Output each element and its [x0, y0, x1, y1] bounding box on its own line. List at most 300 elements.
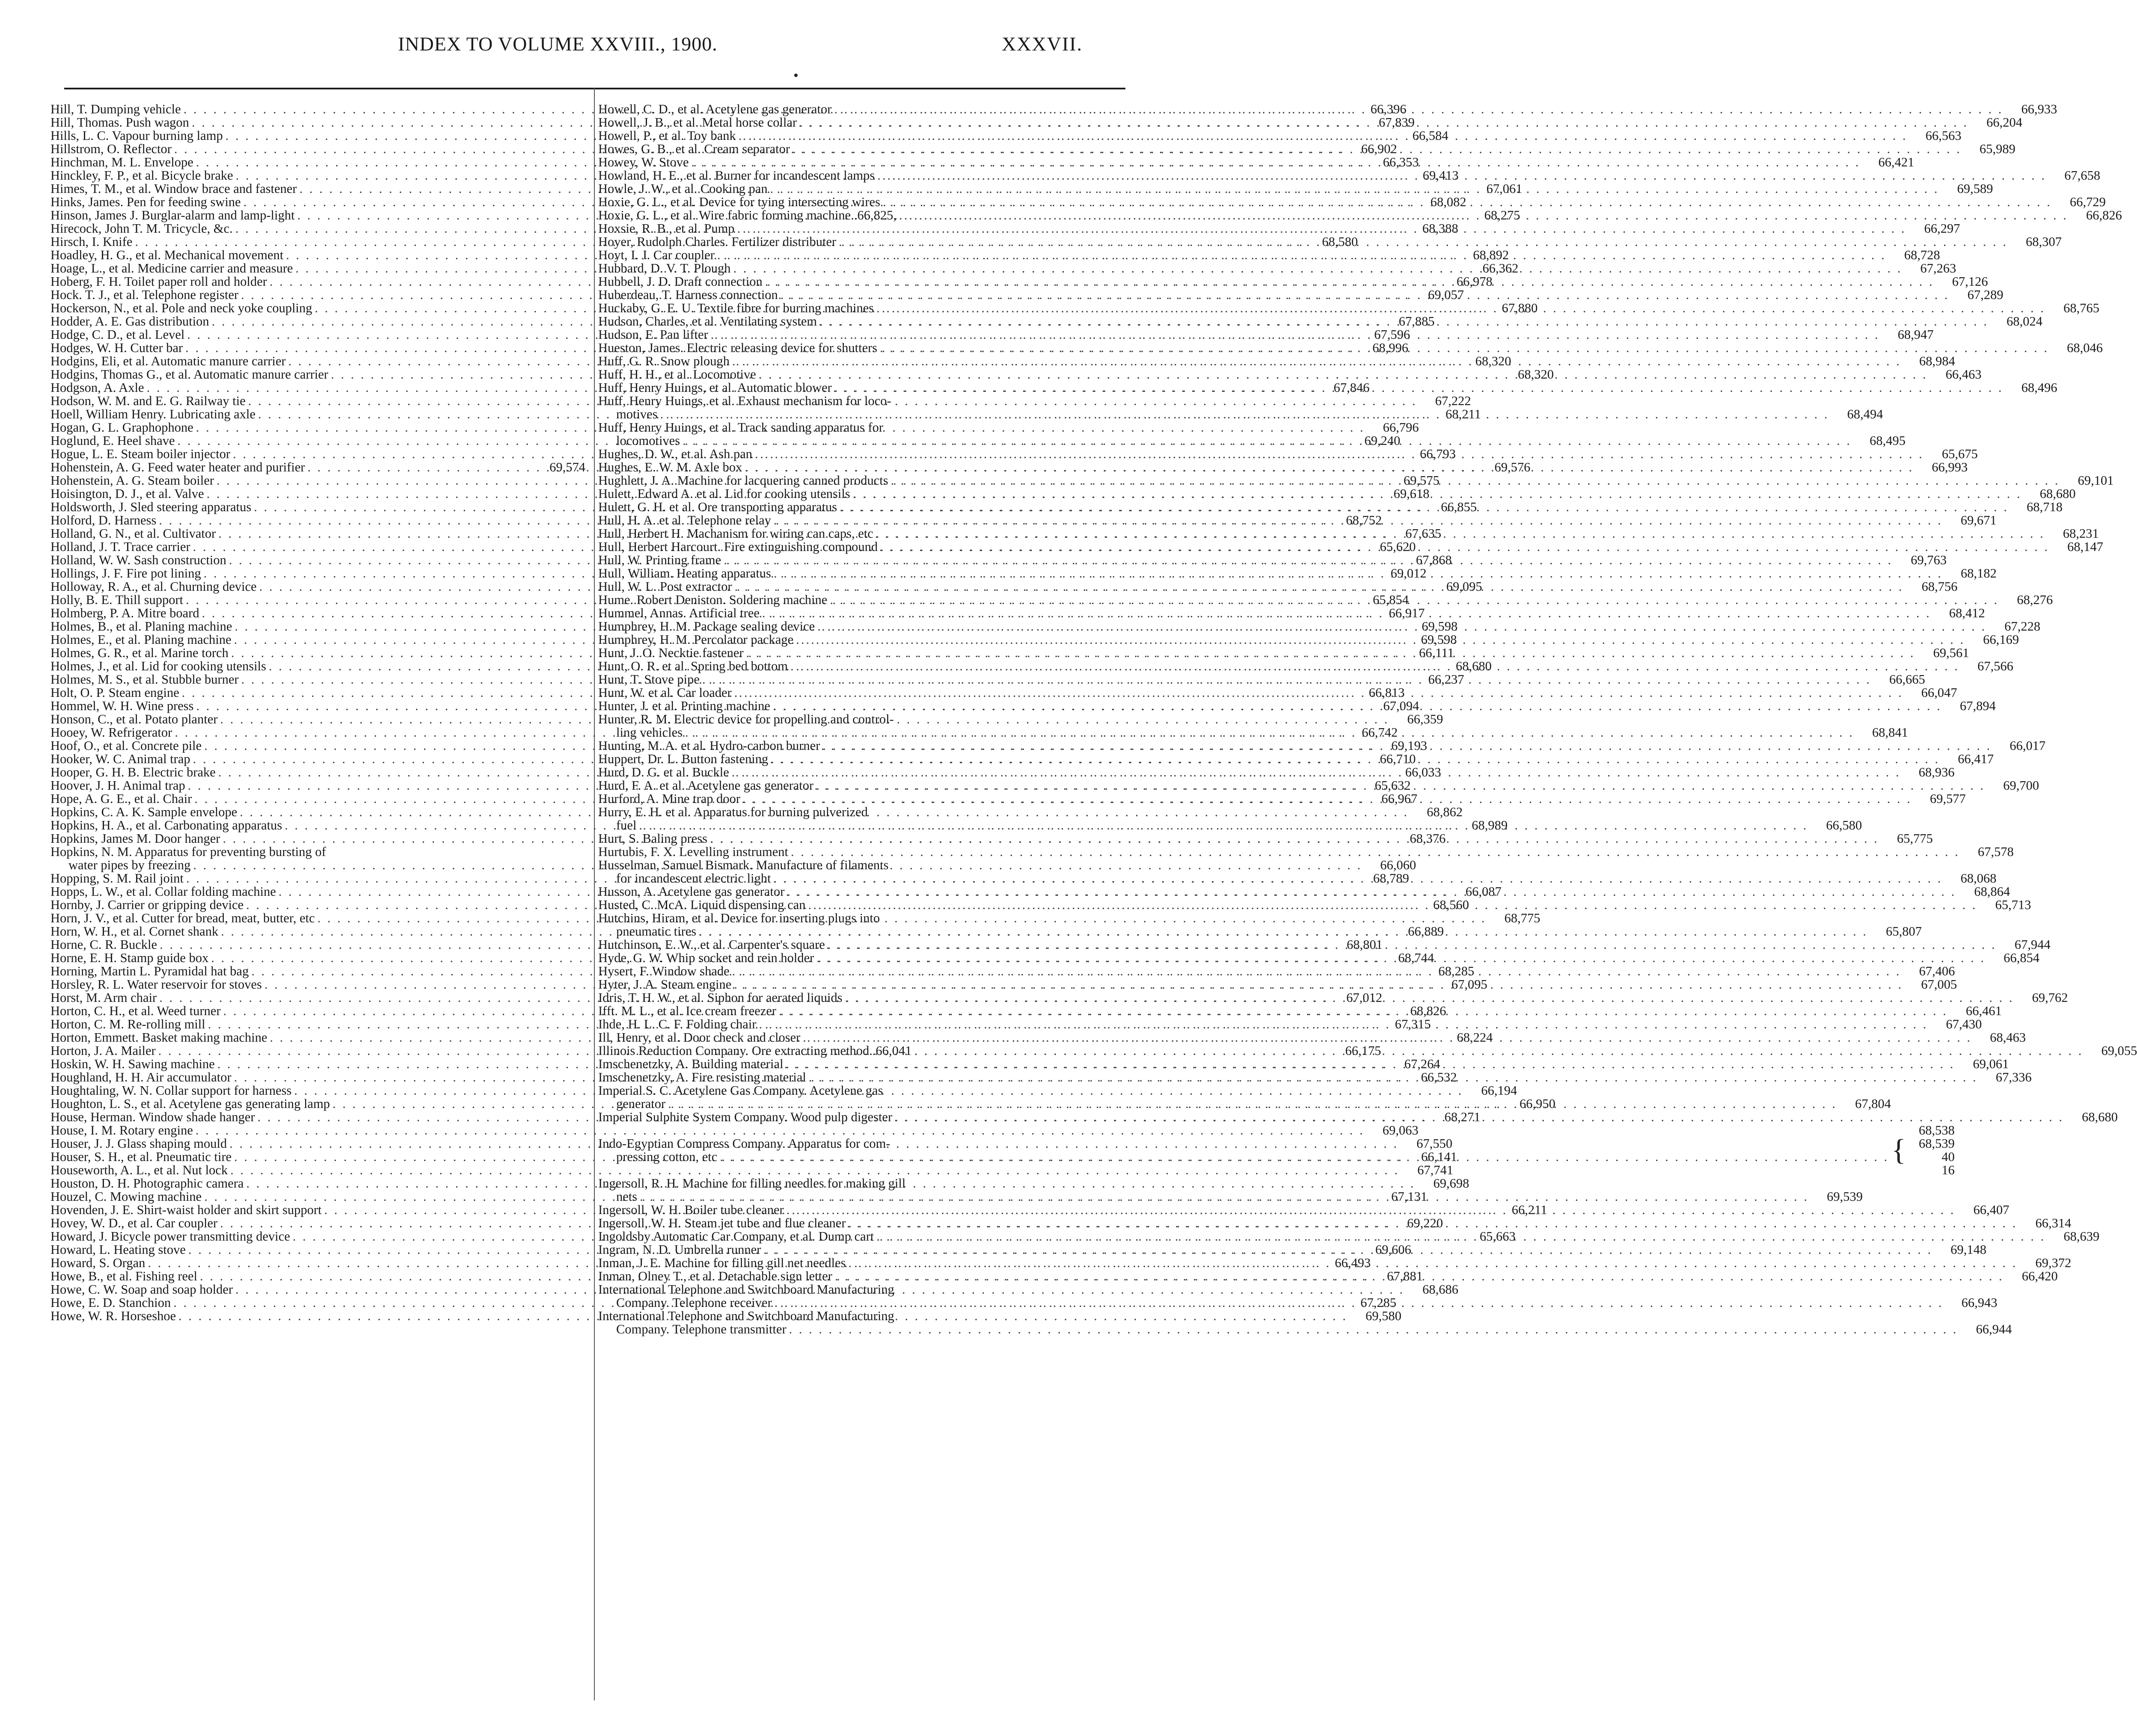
patent-number: 69,598	[1421, 632, 1457, 647]
patent-number: 66,826	[2086, 208, 2122, 222]
entry-text: Houzel, C. Mowing machine	[50, 1189, 202, 1204]
entry-text: Hysert, F. Window shade	[598, 964, 730, 978]
dot-leader	[743, 792, 1912, 806]
patent-number: 68,892	[1473, 248, 1509, 262]
entry-text: Hughes, E. W. M. Axle box	[598, 460, 742, 474]
entry-text: International Telephone and Switchboard Manufacturing	[598, 1282, 894, 1297]
entry-text: Houser, S. H., et al. Pneumatic tire	[50, 1149, 232, 1164]
entry-text: Company. Telephone receiver	[616, 1295, 772, 1310]
dot-leader	[702, 673, 1871, 686]
patent-number: 69,574	[549, 460, 585, 474]
entry-text: Hoof, O., et al. Concrete pile	[50, 738, 202, 753]
dot-leader	[771, 752, 1940, 766]
patent-number: 68,686	[1422, 1282, 1458, 1297]
patent-number: 68,560	[1433, 898, 1469, 912]
patent-number: 67,881	[1387, 1269, 1423, 1283]
dot-leader	[639, 819, 1808, 832]
entry-text: Horning, Martin L. Pyramidal hat bag	[50, 964, 249, 978]
entry-text: Hoglund, E. Heel shave	[50, 433, 175, 448]
entry-text: Hooker, W. C. Animal trap	[50, 752, 190, 766]
patent-number: 67,868	[1416, 553, 1452, 567]
patent-number: 67,095	[1451, 977, 1487, 992]
entry-text: Hill, Thomas. Push wagon	[50, 115, 189, 130]
page-header	[64, 25, 1083, 63]
entry-text: Holly, B. E. Thill support	[50, 592, 184, 607]
entry-text: Hinks, James. Pen for feeding swine	[50, 195, 241, 209]
index-entry	[50, 845, 585, 859]
entry-text: Hoberg, F. H. Toilet paper roll and holder	[50, 274, 267, 289]
patent-number: 67,061	[1486, 181, 1523, 196]
entry-text: Hornby, J. Carrier or gripping device	[50, 898, 244, 912]
dot-leader	[640, 1190, 1809, 1203]
entry-text: Hull, Herbert H. Machanism for wiring can caps, etc	[598, 526, 873, 541]
entry-text: Hutchinson, E. W., et al. Carpenter's square	[598, 937, 825, 952]
entry-text: Horne, E. H. Stamp guide box	[50, 951, 209, 965]
dot-leader	[692, 156, 1861, 169]
patent-number: 67,741	[1417, 1163, 1454, 1177]
dot-leader	[880, 341, 2049, 355]
entry-text: Humphrey, H. M. Percolator package	[598, 632, 794, 647]
dot-leader	[822, 739, 1992, 752]
patent-number: 69,095	[1446, 579, 1482, 594]
patent-number: 65,807	[1886, 924, 1922, 939]
patent-number: 66,950	[1520, 1096, 1555, 1111]
entry-text: Hoyer, Rudolph Charles. Fertilizer distributer	[598, 234, 837, 249]
patent-number: 68,320	[1518, 367, 1554, 382]
entry-text: Hoskin, W. H. Sawing machine	[50, 1057, 215, 1071]
dot-leader	[835, 1270, 2004, 1283]
entry-text: Houser, J. J. Glass shaping mould	[50, 1136, 227, 1151]
entry-text: Hughes, D. W., et al. Ash pan	[598, 447, 753, 461]
entry-text: Huckaby, G. E. U. Textile fibre for burring machines	[598, 301, 874, 315]
entry-text: Hollings, J. F. Fire pot lining	[50, 566, 201, 581]
index-entry	[598, 394, 1116, 408]
entry-text: motives	[616, 407, 658, 421]
patent-number: 66,194	[1481, 1083, 1517, 1098]
entry-text: Horne, C. R. Buckle	[50, 937, 157, 952]
patent-number: 66,353	[1383, 155, 1419, 169]
patent-number: 68,864	[1974, 884, 2010, 899]
entry-text: Howle, J. W., et al. Cooking pan	[598, 181, 768, 196]
header-rule	[64, 88, 1125, 89]
entry-text: Hockerson, N., et al. Pole and neck yoke coupling	[50, 301, 312, 315]
entry-text: Hurt, S. Baling press	[598, 831, 708, 846]
entry-text: Imschenetzky, A. Fire resisting material	[598, 1070, 806, 1084]
dot-leader	[834, 103, 2003, 116]
dot-leader	[773, 699, 1942, 713]
patent-number: 66,017	[2009, 738, 2046, 753]
dot-leader	[899, 209, 2068, 222]
dot-leader	[737, 222, 1906, 235]
page-number: XXXVII.	[1001, 33, 1083, 55]
index-entry	[50, 1163, 1454, 1177]
index-entry	[598, 844, 2014, 859]
patent-number: 68,775	[1504, 911, 1540, 925]
patent-number: 66,943	[1961, 1295, 1998, 1310]
patent-number: 68,862	[1427, 805, 1463, 819]
dot-leader	[735, 580, 1904, 593]
dot-leader	[792, 142, 1962, 156]
patent-number: 40	[1941, 1149, 1955, 1164]
patent-number: 68,756	[1921, 579, 1958, 594]
entry-text: Hirecock, John T. M. Tricycle, &c.	[50, 221, 233, 236]
entry-text: Holmes, B., et al. Planing machine	[50, 619, 232, 634]
patent-number: 68,082	[1430, 195, 1466, 209]
patent-number: 68,182	[1960, 566, 1997, 581]
patent-number: 69,193	[1391, 738, 1428, 753]
entry-text: Horsley, R. L. Water reservoir for stoves	[50, 977, 262, 992]
entry-text: Hull, W. Printing frame	[598, 553, 721, 567]
entry-text: Hommel, W. H. Wine press	[50, 699, 194, 713]
entry-text: Horton, J. A. Mailer	[50, 1043, 156, 1058]
patent-number: 68,147	[2067, 539, 2103, 554]
patent-number: 68,841	[1872, 725, 1908, 740]
entry-text: Holloway, R. A., et al. Churning device	[50, 579, 257, 594]
patent-number: 66,710	[1380, 752, 1416, 766]
patent-number: 68,936	[1918, 765, 1955, 779]
dot-leader	[660, 408, 1829, 421]
patent-number: 69,762	[2032, 990, 2068, 1005]
patent-number: 68,752	[1346, 513, 1382, 527]
dot-leader	[816, 779, 1985, 792]
entry-text: Inman, J. E. Machine for filling gill net needles	[598, 1256, 846, 1270]
patent-number: 68,744	[1398, 951, 1434, 965]
dot-leader	[775, 1296, 1944, 1309]
entry-text: locomotives	[616, 433, 680, 448]
dot-leader	[774, 567, 1943, 580]
patent-number: 66,204	[1986, 115, 2023, 130]
patent-number: 68,211	[1445, 407, 1481, 421]
brace: {	[1891, 1134, 1906, 1167]
dot-leader	[876, 302, 2045, 315]
patent-number: 66,793	[1420, 447, 1456, 461]
patent-number: 68,388	[1422, 221, 1458, 236]
entry-text: Hopkins, C. A. K. Sample envelope	[50, 805, 237, 819]
patent-number: 66,796	[1383, 420, 1419, 435]
dot-leader	[734, 978, 1903, 991]
patent-number: 68,680	[2082, 1110, 2118, 1124]
dot-leader	[791, 845, 1960, 859]
entry-text: International Telephone and Switchboard Manufacturing	[598, 1309, 894, 1323]
patent-number: 67,264	[1404, 1057, 1440, 1071]
dot-leader	[787, 1203, 1956, 1217]
entry-text: Hinckley, F. P., et al. Bicycle brake	[50, 168, 233, 183]
entry-text: Hurford, A. Mine trap door	[598, 791, 741, 806]
entry-text: Holmes, M. S., et al. Stubble burner	[50, 672, 239, 687]
dot-leader	[790, 660, 1959, 673]
dot-leader	[739, 129, 1908, 142]
patent-number: 67,228	[2004, 619, 2041, 634]
dot-leader	[883, 196, 2052, 209]
dot-leader	[914, 1044, 2083, 1058]
patent-number: 68,580	[1322, 234, 1358, 249]
entry-text: Howell, J. B., et al. Metal horse collar	[598, 115, 797, 130]
entry-text: Holmberg, P. A. Mitre board	[50, 606, 199, 620]
entry-text: Hoage, L., et al. Medicine carrier and measure	[50, 261, 293, 276]
dot-leader	[717, 249, 1886, 262]
patent-number: 66,060	[1380, 858, 1416, 872]
patent-number: 67,131	[1391, 1189, 1428, 1204]
patent-number: 16	[1941, 1163, 1955, 1177]
entry-text: Holmes, J., et al. Lid for cooking utensils	[50, 659, 267, 673]
dot-leader	[724, 554, 1893, 567]
patent-number: 67,880	[1502, 301, 1538, 315]
patent-number: 69,576	[1494, 460, 1531, 474]
entry-text: Holford, D. Harness	[50, 513, 157, 527]
patent-number: 67,315	[1395, 1017, 1431, 1031]
entry-text: Hoxsie, R. B., et al. Pump	[598, 221, 735, 236]
dot-leader	[710, 832, 1879, 845]
entry-text: Houseworth, A. L., et al. Nut lock	[50, 1163, 228, 1177]
patent-number: 66,889	[1408, 924, 1444, 939]
entry-text: Ingersoll, W. H. Steam jet tube and flue cleaner	[598, 1216, 846, 1230]
entry-text: Hunt, T. Stove pipe	[598, 672, 700, 687]
entry-text: Imschenetzky, A. Building material	[598, 1057, 784, 1071]
dot-leader	[732, 965, 1901, 978]
patent-number: 67,894	[1959, 699, 1996, 713]
patent-number: 67,430	[1946, 1017, 1982, 1031]
dot-leader	[834, 381, 2003, 394]
entry-text: Hunter, J. et al. Printing machine	[598, 699, 770, 713]
patent-number: 66,933	[2021, 102, 2057, 116]
patent-number: 68,494	[1847, 407, 1883, 421]
entry-text: Hodges, W. H. Cutter bar	[50, 341, 183, 355]
entry-text: Houghton, L. S., et al. Acetylene gas generating lamp	[50, 1096, 330, 1111]
entry-text: Hovenden, J. E. Shirt-waist holder and skirt support	[50, 1203, 322, 1217]
patent-number: 67,126	[1952, 274, 1988, 289]
dot-leader	[732, 766, 1901, 779]
entry-text: House, I. M. Rotary engine	[50, 1123, 193, 1138]
index-entry	[598, 859, 1116, 872]
entry-text: Hopping, S. M. Rail joint	[50, 871, 184, 886]
dot-leader	[840, 501, 2009, 514]
entry-text: Horton, C. M. Re-rolling mill	[50, 1017, 205, 1031]
entry-text: Hudson, Charles, et al. Ventilating system	[598, 314, 817, 329]
entry-text: Hinson, James J. Burglar-alarm and lamp-light	[50, 208, 295, 222]
dot-leader	[845, 991, 2014, 1004]
patent-number: 68,320	[1475, 354, 1511, 368]
entry-text: Horst, M. Arm chair	[50, 990, 157, 1005]
entry-text: Hurtubis, F. X. Levelling instrument	[598, 844, 789, 859]
entry-text: Howell, P., et al. Toy bank	[598, 128, 736, 143]
patent-number: 69,598	[1422, 619, 1458, 634]
patent-number: 66,421	[1878, 155, 1914, 169]
patent-number: 66,211	[1511, 1203, 1547, 1217]
patent-number: 66,362	[1482, 261, 1519, 276]
entry-text: Hodder, A. E. Gas distribution	[50, 314, 209, 329]
dot-leader	[848, 1217, 2017, 1230]
dot-leader	[733, 262, 1903, 275]
entry-text: Ingersoll, R. H. Machine for filling needles for making gill	[598, 1176, 906, 1191]
patent-number: 66,087	[1465, 884, 1502, 899]
entry-text: Huff, Henry Huings, et al. Exhaust mechanism for loco-	[598, 394, 891, 408]
patent-number: 68,538	[1918, 1123, 1955, 1138]
entry-text: Ill, Henry, et al. Door check and closer	[598, 1030, 801, 1045]
entry-text: Ingram, N. D. Umbrella runner	[598, 1242, 761, 1257]
entry-text: Hodgson, A. Axle	[50, 380, 144, 395]
entry-text: Howell, C. D., et al. Acetylene gas generator	[598, 102, 832, 116]
dot-leader	[774, 872, 1943, 885]
index-entry	[598, 1283, 1116, 1296]
entry-text: Howe, W. R. Horseshoe	[50, 1309, 176, 1323]
patent-number: 69,671	[1960, 513, 1997, 527]
dot-leader	[839, 235, 2008, 249]
entry-text: Holland, G. N., et al. Cultivator	[50, 526, 216, 541]
patent-number: 69,063	[1382, 1123, 1419, 1138]
dot-leader	[891, 474, 2060, 487]
patent-number: 68,285	[1438, 964, 1475, 978]
entry-text: Holland, J. T. Trace carrier	[50, 539, 190, 554]
entry-text: Hoadley, H. G., et al. Mechanical movement	[50, 248, 284, 262]
patent-number: 66,967	[1381, 791, 1418, 806]
entry-text: Horn, J. V., et al. Cutter for bread, meat, butter, etc	[50, 911, 315, 925]
patent-number: 68,680	[2039, 486, 2076, 501]
entry-text: Hoell, William Henry. Lubricating axle	[50, 407, 256, 421]
entry-text: fuel	[616, 818, 637, 832]
dot-leader	[895, 1111, 2064, 1124]
patent-number: 68,224	[1457, 1030, 1493, 1045]
entry-text: Huff, Henry Huings, et al. Track sanding apparatus for	[598, 420, 884, 435]
entry-text: Hull, Herbert Harcourt. Fire extinguishing compound	[598, 539, 878, 554]
entry-text: Humphrey, H. M. Package sealing device	[598, 619, 815, 634]
header-dot	[794, 74, 798, 77]
dot-leader	[668, 1097, 1837, 1111]
entry-text: Houghtaling, W. N. Collar support for harness	[50, 1083, 292, 1098]
entry-text: Hunter, R. M. Electric device for propelling and control-	[598, 712, 894, 726]
entry-text: Hoover, J. H. Animal trap	[50, 778, 185, 793]
entry-text: Husselman, Samuel Bismark. Manufacture of filaments	[598, 858, 889, 872]
entry-text: Hurd, F. A. et al. Acetylene gas generator	[598, 778, 814, 793]
patent-number: 68,639	[2063, 1229, 2100, 1244]
patent-number: 69,057	[1428, 287, 1464, 302]
entry-text: Hubbell, J. D. Draft connection	[598, 274, 763, 289]
dot-leader	[745, 461, 1914, 474]
entry-text: Hunt, W. et al. Car loader	[598, 685, 732, 700]
patent-number: 68,271	[1444, 1110, 1481, 1124]
entry-text: Imperial S. C. Acetylene Gas Company. Acetylene gas	[598, 1083, 883, 1098]
patent-number: 69,055	[2101, 1043, 2137, 1058]
patent-number: 66,742	[1362, 725, 1398, 740]
patent-number: 68,376	[1410, 831, 1446, 846]
entry-text: Hodgins, Eli, et al. Automatic manure carrier	[50, 354, 286, 368]
patent-number: 69,577	[1930, 791, 1966, 806]
patent-number: 66,463	[1945, 367, 1982, 382]
entry-text: Inman, Olney T., et al. Detachable sign letter	[598, 1269, 832, 1283]
patent-number: 69,561	[1933, 646, 1969, 660]
patent-number: 67,406	[1919, 964, 1955, 978]
entry-text: Hunt, J. O. Necktie fastener	[598, 646, 744, 660]
patent-number: 66,978	[1456, 274, 1493, 289]
patent-number: 66,237	[1428, 672, 1464, 687]
entry-text: Imperial Sulphite System Company. Wood pulp digester	[598, 1110, 893, 1124]
entry-text: Hillstrom, O. Reflector	[50, 142, 172, 156]
entry-text: Howard, J. Bicycle power transmitting device	[50, 1229, 290, 1244]
entry-text: Holt, O. P. Steam engine	[50, 685, 179, 700]
entry-text: Holdsworth, J. Sled steering apparatus	[50, 500, 252, 514]
entry-text: Hoxie, G. L., et al. Wire fabric forming machine..66,825,	[598, 208, 896, 222]
patent-number: 67,289	[1967, 287, 2003, 302]
dot-leader	[809, 1071, 1978, 1084]
entry-text: Hull, W. L. Post extractor	[598, 579, 732, 594]
patent-number: 65,775	[1897, 831, 1933, 846]
patent-number: 66,584	[1412, 128, 1448, 143]
patent-number: 66,944	[1976, 1322, 2012, 1336]
patent-number: 68,024	[2006, 314, 2042, 329]
patent-number: 69,575	[1404, 473, 1440, 488]
patent-number: 65,675	[1942, 447, 1978, 461]
patent-number: 67,222	[1435, 394, 1471, 408]
entry-text: Ingersoll, W. H. Boiler tube cleaner	[598, 1203, 784, 1217]
patent-number: 69,763	[1911, 553, 1947, 567]
patent-number: 66,420	[2021, 1269, 2058, 1283]
entry-text: Hurry, E. H. et al. Apparatus for burning pulverized	[598, 805, 868, 819]
patent-number: 69,148	[1950, 1242, 1987, 1257]
entry-text: Husson, A. Acetylene gas generator	[598, 884, 785, 899]
entry-text: Howard, S. Organ	[50, 1256, 145, 1270]
patent-number: 69,240	[1364, 433, 1401, 448]
patent-number: 66,033	[1405, 765, 1441, 779]
patent-number: 66,729	[2069, 195, 2106, 209]
patent-number: 67,658	[2064, 168, 2101, 183]
patent-number: 68,728	[1904, 248, 1940, 262]
entry-text: Hulett, Edward A. et al. Lid for cooking utensils	[598, 486, 850, 501]
patent-number: 69,101	[2078, 473, 2114, 488]
entry-text: Horton, C. H., et al. Weed turner	[50, 1004, 221, 1018]
index-entry	[598, 912, 1116, 925]
entry-text: Howe, C. W. Soap and soap holder	[50, 1282, 233, 1297]
entry-text: Howland, H. E., et al. Burner for incandescent lamps	[598, 168, 875, 183]
patent-number: 69,606	[1375, 1242, 1411, 1257]
patent-number: 67,566	[1977, 659, 2013, 673]
entry-text: Hock. T. J., et al. Telephone register	[50, 287, 239, 302]
dot-leader	[765, 275, 1934, 288]
dot-leader	[732, 355, 1901, 368]
entry-text: Hurd, D. G. et al. Buckle	[598, 765, 729, 779]
patent-number: 66,854	[2003, 951, 2040, 965]
entry-text: Ihde, H. L. C. F. Folding chair	[598, 1017, 757, 1031]
patent-number: 68,046	[2067, 341, 2103, 355]
entry-text: pneumatic tires	[616, 924, 697, 939]
patent-number: 66,902	[1361, 142, 1397, 156]
entry-text: Honson, C., et al. Potato planter	[50, 712, 218, 726]
dot-leader	[685, 726, 1854, 739]
patent-number: 68,463	[1990, 1030, 2026, 1045]
entry-text: Hohenstein, A. G. Steam boiler	[50, 473, 214, 488]
entry-text: Hogue, L. E. Steam boiler injector	[50, 447, 231, 461]
dot-leader	[808, 898, 1977, 912]
dot-leader	[779, 1004, 1948, 1018]
dot-leader	[759, 1018, 1928, 1031]
patent-number: 67,839	[1378, 115, 1415, 130]
dot-leader	[849, 1256, 2018, 1270]
entry-text: House, Herman. Window shade hanger	[50, 1110, 255, 1124]
patent-number: 65,713	[1995, 898, 2031, 912]
entry-text: Indo-Egyptian Compress Company. Apparatus for com-	[598, 1136, 890, 1151]
patent-number: 68,996	[1372, 341, 1409, 355]
patent-number: 67,635	[1405, 526, 1442, 541]
patent-number: 65,632	[1374, 778, 1411, 793]
entry-text: Hull, H. A. et al. Telephone relay	[598, 513, 771, 527]
entry-text: Hudson, E. Pan lifter	[598, 327, 708, 342]
dot-leader	[803, 1031, 1972, 1044]
index-entry	[598, 1309, 1116, 1323]
entry-text: ling vehicles	[616, 725, 683, 740]
entry-text: Hooper, G. H. B. Electric brake	[50, 765, 216, 779]
patent-number: 68,307	[2026, 234, 2062, 249]
patent-number: 69,700	[2003, 778, 2039, 793]
entry-text: Hodge, C. D., et al. Level	[50, 327, 185, 342]
patent-number: 67,944	[2014, 937, 2051, 952]
